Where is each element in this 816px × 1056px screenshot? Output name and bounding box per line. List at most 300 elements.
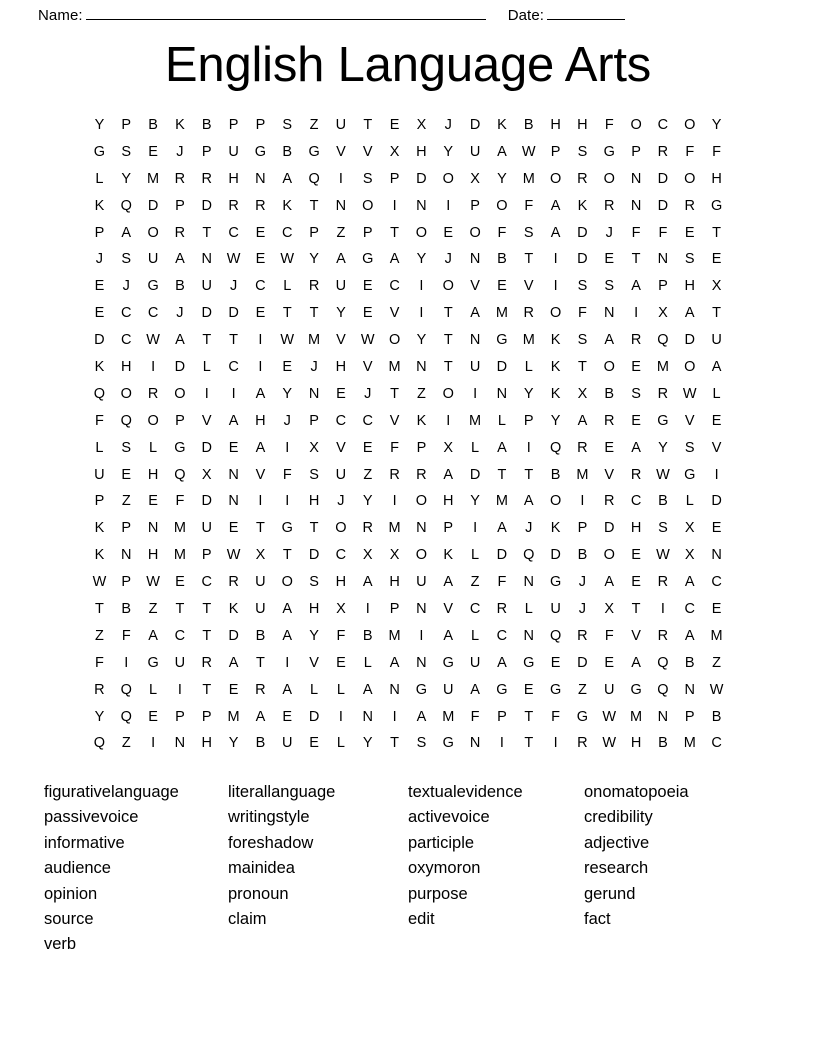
grid-cell[interactable]: W — [682, 385, 697, 402]
grid-cell[interactable]: F — [524, 197, 534, 214]
grid-cell[interactable]: K — [228, 601, 239, 618]
grid-cell[interactable]: X — [470, 170, 480, 187]
grid-cell[interactable]: Q — [549, 627, 562, 644]
grid-cell[interactable]: F — [497, 574, 507, 591]
grid-cell[interactable]: U — [335, 278, 347, 295]
grid-cell[interactable]: R — [362, 520, 373, 537]
grid-cell[interactable]: Q — [174, 466, 186, 483]
grid-cell[interactable]: T — [309, 520, 319, 537]
grid-cell[interactable]: H — [711, 170, 722, 187]
grid-cell[interactable]: E — [684, 224, 695, 241]
grid-cell[interactable]: C — [362, 412, 373, 429]
grid-cell[interactable]: B — [175, 278, 185, 295]
grid-cell[interactable]: E — [228, 681, 239, 698]
grid-cell[interactable]: N — [657, 708, 669, 725]
grid-cell[interactable]: L — [149, 681, 158, 698]
grid-cell[interactable]: T — [309, 305, 319, 322]
grid-cell[interactable]: E — [631, 412, 641, 429]
grid-cell[interactable]: P — [523, 412, 534, 429]
grid-cell[interactable]: R — [389, 466, 400, 483]
grid-cell[interactable]: V — [309, 654, 319, 671]
grid-cell[interactable]: C — [684, 601, 695, 618]
grid-cell[interactable]: C — [255, 278, 266, 295]
grid-cell[interactable]: M — [388, 520, 401, 537]
grid-cell[interactable]: S — [309, 466, 319, 483]
grid-cell[interactable]: E — [255, 305, 266, 322]
word-list-item[interactable]: gerund — [584, 884, 636, 903]
grid-cell[interactable]: I — [714, 466, 719, 483]
grid-cell[interactable]: Q — [657, 681, 669, 698]
grid-cell[interactable]: G — [549, 681, 562, 698]
grid-cell[interactable]: F — [390, 439, 399, 456]
grid-cell[interactable]: Y — [416, 332, 427, 349]
word-list-item[interactable]: adjective — [584, 833, 650, 852]
word-list-item[interactable]: edit — [408, 910, 435, 929]
grid-cell[interactable]: C — [389, 278, 400, 295]
grid-cell[interactable]: O — [147, 224, 159, 241]
grid-cell[interactable]: Z — [363, 466, 373, 483]
grid-cell[interactable]: S — [416, 735, 427, 752]
grid-cell[interactable]: P — [121, 520, 132, 537]
grid-cell[interactable]: A — [255, 708, 266, 725]
grid-cell[interactable]: I — [553, 251, 558, 268]
grid-cell[interactable]: D — [201, 197, 212, 214]
grid-cell[interactable]: J — [176, 305, 184, 322]
grid-cell[interactable]: V — [631, 627, 641, 644]
grid-cell[interactable]: A — [175, 251, 185, 268]
word-list-item[interactable]: passivevoice — [44, 808, 139, 827]
grid-cell[interactable]: Q — [93, 385, 106, 402]
grid-cell[interactable]: H — [121, 359, 132, 376]
grid-cell[interactable]: X — [577, 385, 588, 402]
grid-cell[interactable]: W — [280, 251, 295, 268]
grid-cell[interactable]: X — [416, 117, 427, 133]
grid-cell[interactable]: A — [416, 708, 427, 725]
grid-cell[interactable]: J — [337, 493, 345, 510]
word-list-item[interactable]: literallanguage — [228, 783, 336, 801]
grid-cell[interactable]: U — [550, 601, 561, 618]
grid-cell[interactable]: M — [147, 170, 160, 187]
grid-cell[interactable]: K — [550, 520, 561, 537]
grid-cell[interactable]: D — [94, 332, 105, 349]
grid-cell[interactable]: F — [577, 305, 587, 322]
grid-cell[interactable]: R — [174, 170, 186, 187]
grid-cell[interactable]: R — [657, 385, 669, 402]
grid-cell[interactable]: N — [469, 332, 481, 349]
grid-cell[interactable]: J — [444, 117, 452, 133]
grid-cell[interactable]: P — [470, 197, 480, 214]
grid-cell[interactable]: P — [175, 708, 185, 725]
grid-cell[interactable]: Y — [523, 385, 534, 402]
grid-cell[interactable]: E — [94, 278, 105, 295]
grid-cell[interactable]: B — [523, 117, 534, 133]
grid-cell[interactable]: K — [94, 547, 105, 564]
grid-cell[interactable]: T — [712, 224, 721, 241]
grid-cell[interactable]: T — [202, 627, 212, 644]
grid-cell[interactable]: Y — [94, 708, 105, 725]
grid-cell[interactable]: Z — [121, 493, 131, 510]
grid-cell[interactable]: O — [415, 547, 428, 564]
grid-cell[interactable]: M — [227, 708, 240, 725]
grid-cell[interactable]: G — [496, 332, 508, 349]
grid-cell[interactable]: X — [201, 466, 212, 483]
grid-cell[interactable]: J — [283, 412, 291, 429]
grid-cell[interactable]: R — [657, 627, 669, 644]
grid-cell[interactable]: F — [175, 493, 185, 510]
grid-cell[interactable]: L — [524, 359, 533, 376]
grid-cell[interactable]: B — [201, 117, 212, 133]
grid-cell[interactable]: W — [521, 143, 536, 160]
grid-cell[interactable]: H — [550, 117, 561, 133]
grid-cell[interactable]: I — [258, 359, 263, 376]
grid-cell[interactable]: G — [496, 681, 508, 698]
grid-cell[interactable]: O — [442, 278, 454, 295]
grid-cell[interactable]: Z — [712, 654, 721, 671]
grid-cell[interactable]: J — [578, 574, 587, 591]
grid-cell[interactable]: W — [602, 708, 617, 725]
grid-cell[interactable]: E — [336, 385, 346, 402]
grid-cell[interactable]: F — [551, 708, 560, 725]
grid-cell[interactable]: I — [338, 170, 343, 187]
grid-cell[interactable]: Z — [577, 681, 587, 698]
grid-cell[interactable]: X — [604, 601, 615, 618]
grid-cell[interactable]: J — [176, 143, 184, 160]
grid-cell[interactable]: I — [285, 493, 290, 510]
grid-cell[interactable]: F — [712, 143, 721, 160]
grid-cell[interactable]: E — [255, 251, 266, 268]
grid-cell[interactable]: F — [685, 143, 695, 160]
grid-cell[interactable]: F — [470, 708, 480, 725]
grid-cell[interactable]: I — [285, 439, 290, 456]
grid-cell[interactable]: A — [711, 359, 722, 376]
grid-cell[interactable]: V — [389, 412, 400, 429]
grid-cell[interactable]: O — [684, 170, 696, 187]
grid-cell[interactable]: L — [95, 170, 104, 187]
grid-cell[interactable]: W — [602, 735, 617, 752]
word-list-item[interactable]: purpose — [408, 884, 468, 903]
grid-cell[interactable]: L — [283, 278, 292, 295]
grid-cell[interactable]: O — [442, 170, 454, 187]
grid-cell[interactable]: F — [121, 627, 131, 644]
grid-cell[interactable]: C — [147, 305, 159, 322]
grid-cell[interactable]: E — [309, 735, 319, 752]
grid-cell[interactable]: O — [630, 117, 642, 133]
grid-cell[interactable]: H — [308, 601, 320, 618]
grid-cell[interactable]: A — [175, 332, 185, 349]
grid-cell[interactable]: A — [282, 681, 293, 698]
grid-cell[interactable]: R — [147, 385, 159, 402]
grid-cell[interactable]: Z — [121, 735, 131, 752]
grid-cell[interactable]: C — [711, 735, 722, 752]
grid-cell[interactable]: D — [201, 493, 212, 510]
grid-cell[interactable]: T — [282, 305, 292, 322]
grid-cell[interactable]: M — [656, 359, 669, 376]
word-list-item[interactable]: oxymoron — [408, 859, 481, 878]
grid-cell[interactable]: E — [148, 708, 158, 725]
grid-cell[interactable]: T — [94, 601, 104, 618]
grid-cell[interactable]: D — [550, 547, 561, 564]
grid-cell[interactable]: E — [711, 251, 722, 268]
date-write-line[interactable] — [547, 6, 625, 20]
grid-cell[interactable]: X — [389, 143, 400, 160]
grid-cell[interactable]: E — [121, 466, 132, 483]
grid-cell[interactable]: A — [443, 574, 454, 591]
word-list-item[interactable]: opinion — [44, 884, 98, 903]
grid-cell[interactable]: U — [255, 574, 266, 591]
grid-cell[interactable]: C — [469, 601, 481, 618]
grid-cell[interactable]: Z — [336, 224, 346, 241]
grid-cell[interactable]: D — [469, 117, 481, 133]
grid-cell[interactable]: W — [360, 332, 375, 349]
grid-cell[interactable]: P — [201, 708, 212, 725]
grid-cell[interactable]: O — [684, 359, 696, 376]
grid-cell[interactable]: S — [604, 278, 615, 295]
word-list-item[interactable]: mainidea — [228, 859, 295, 878]
grid-cell[interactable]: O — [281, 574, 293, 591]
grid-cell[interactable]: J — [122, 278, 130, 295]
grid-cell[interactable]: N — [174, 735, 186, 752]
grid-cell[interactable]: R — [496, 601, 508, 618]
grid-cell[interactable]: T — [443, 305, 453, 322]
grid-cell[interactable]: B — [255, 735, 266, 752]
grid-cell[interactable]: A — [362, 681, 373, 698]
grid-cell[interactable]: D — [228, 627, 239, 644]
grid-cell[interactable]: T — [309, 197, 319, 214]
grid-cell[interactable]: T — [443, 332, 453, 349]
grid-cell[interactable]: A — [497, 520, 507, 537]
grid-cell[interactable]: N — [228, 466, 239, 483]
grid-cell[interactable]: A — [362, 574, 373, 591]
grid-cell[interactable]: U — [469, 359, 481, 376]
grid-cell[interactable]: Q — [657, 332, 669, 349]
grid-cell[interactable]: I — [285, 654, 290, 671]
grid-cell[interactable]: Y — [309, 627, 319, 644]
grid-cell[interactable]: D — [201, 305, 212, 322]
grid-cell[interactable]: F — [658, 224, 668, 241]
grid-cell[interactable]: O — [549, 305, 562, 322]
grid-cell[interactable]: V — [389, 305, 400, 322]
grid-cell[interactable]: T — [229, 332, 238, 349]
grid-cell[interactable]: I — [392, 708, 397, 725]
grid-cell[interactable]: R — [174, 224, 186, 241]
grid-cell[interactable]: L — [471, 439, 480, 456]
grid-cell[interactable]: M — [522, 170, 535, 187]
grid-cell[interactable]: D — [604, 520, 615, 537]
grid-cell[interactable]: A — [228, 654, 239, 671]
grid-cell[interactable]: E — [604, 251, 615, 268]
grid-cell[interactable]: Y — [94, 117, 105, 133]
grid-cell[interactable]: N — [657, 251, 669, 268]
grid-cell[interactable]: P — [389, 601, 400, 618]
grid-cell[interactable]: Q — [549, 439, 562, 456]
grid-cell[interactable]: T — [631, 251, 641, 268]
grid-cell[interactable]: M — [388, 627, 401, 644]
grid-cell[interactable]: Y — [470, 493, 480, 510]
grid-cell[interactable]: P — [121, 117, 132, 133]
grid-cell[interactable]: S — [121, 143, 132, 160]
grid-cell[interactable]: P — [201, 143, 212, 160]
grid-cell[interactable]: I — [580, 493, 585, 510]
grid-cell[interactable]: I — [473, 385, 478, 402]
grid-cell[interactable]: N — [469, 251, 481, 268]
grid-cell[interactable]: D — [308, 708, 320, 725]
grid-cell[interactable]: J — [578, 601, 587, 618]
grid-cell[interactable]: A — [282, 601, 293, 618]
grid-cell[interactable]: Y — [282, 385, 293, 402]
grid-cell[interactable]: D — [684, 332, 695, 349]
grid-cell[interactable]: E — [604, 439, 615, 456]
grid-cell[interactable]: G — [442, 735, 454, 752]
grid-cell[interactable]: K — [94, 520, 105, 537]
grid-cell[interactable]: E — [255, 224, 266, 241]
word-list-item[interactable]: fact — [584, 910, 611, 929]
grid-cell[interactable]: S — [309, 574, 319, 591]
grid-cell[interactable]: E — [631, 547, 641, 564]
grid-cell[interactable]: F — [604, 117, 614, 133]
grid-cell[interactable]: I — [446, 197, 451, 214]
grid-cell[interactable]: M — [522, 332, 535, 349]
grid-cell[interactable]: I — [473, 520, 478, 537]
grid-cell[interactable]: V — [336, 332, 346, 349]
grid-cell[interactable]: L — [712, 385, 721, 402]
grid-cell[interactable]: G — [254, 143, 267, 160]
grid-cell[interactable]: C — [174, 627, 186, 644]
grid-cell[interactable]: U — [201, 278, 212, 295]
grid-cell[interactable]: O — [415, 224, 428, 241]
grid-cell[interactable]: Y — [336, 305, 346, 322]
grid-cell[interactable]: Y — [658, 439, 668, 456]
grid-cell[interactable]: U — [443, 681, 454, 698]
word-list-item[interactable]: textualevidence — [408, 783, 523, 801]
grid-cell[interactable]: I — [177, 681, 182, 698]
grid-cell[interactable]: S — [121, 251, 132, 268]
grid-cell[interactable]: X — [362, 547, 373, 564]
grid-cell[interactable]: L — [471, 547, 480, 564]
word-list-item[interactable]: verb — [44, 935, 77, 954]
grid-cell[interactable]: I — [446, 412, 451, 429]
grid-cell[interactable]: H — [389, 574, 400, 591]
grid-cell[interactable]: X — [658, 305, 668, 322]
grid-cell[interactable]: V — [604, 466, 615, 483]
grid-cell[interactable]: R — [255, 681, 266, 698]
grid-cell[interactable]: U — [94, 466, 105, 483]
grid-cell[interactable]: O — [549, 170, 562, 187]
grid-cell[interactable]: I — [419, 627, 424, 644]
grid-cell[interactable]: N — [416, 654, 427, 671]
grid-cell[interactable]: K — [577, 197, 588, 214]
grid-cell[interactable]: G — [147, 654, 159, 671]
grid-cell[interactable]: C — [630, 493, 642, 510]
grid-cell[interactable]: C — [121, 332, 132, 349]
word-search-grid[interactable] — [86, 112, 730, 757]
grid-cell[interactable]: X — [389, 547, 400, 564]
grid-cell[interactable]: G — [93, 143, 106, 160]
grid-cell[interactable]: L — [363, 654, 372, 671]
word-list-item[interactable]: participle — [408, 833, 475, 852]
grid-cell[interactable]: B — [282, 143, 293, 160]
grid-cell[interactable]: K — [94, 359, 105, 376]
grid-cell[interactable]: H — [255, 412, 266, 429]
grid-cell[interactable]: R — [201, 170, 212, 187]
grid-cell[interactable]: P — [94, 493, 105, 510]
grid-cell[interactable]: T — [255, 520, 265, 537]
grid-cell[interactable]: X — [684, 520, 695, 537]
grid-cell[interactable]: T — [202, 224, 212, 241]
grid-cell[interactable]: S — [577, 143, 588, 160]
grid-cell[interactable]: D — [228, 305, 239, 322]
grid-cell[interactable]: E — [94, 305, 105, 322]
grid-cell[interactable]: P — [201, 547, 212, 564]
date-field[interactable] — [508, 6, 625, 25]
grid-cell[interactable]: V — [336, 439, 346, 456]
grid-cell[interactable]: O — [147, 412, 159, 429]
grid-cell[interactable]: L — [202, 359, 211, 376]
grid-cell[interactable]: S — [577, 332, 588, 349]
grid-cell[interactable]: M — [710, 627, 723, 644]
grid-cell[interactable]: Q — [120, 197, 132, 214]
grid-cell[interactable]: A — [443, 466, 454, 483]
grid-cell[interactable]: I — [499, 735, 504, 752]
grid-cell[interactable]: C — [121, 305, 132, 322]
grid-cell[interactable]: O — [603, 170, 615, 187]
grid-cell[interactable]: I — [258, 332, 263, 349]
grid-cell[interactable]: H — [684, 278, 695, 295]
grid-cell[interactable]: H — [335, 574, 347, 591]
grid-cell[interactable]: O — [442, 385, 454, 402]
grid-cell[interactable]: I — [151, 735, 156, 752]
grid-cell[interactable]: X — [443, 439, 454, 456]
grid-cell[interactable]: N — [308, 385, 320, 402]
grid-cell[interactable]: W — [146, 574, 160, 591]
grid-cell[interactable]: X — [684, 547, 695, 564]
word-list-item[interactable]: onomatopoeia — [584, 783, 689, 801]
grid-cell[interactable]: E — [175, 574, 185, 591]
grid-cell[interactable]: L — [471, 627, 480, 644]
grid-cell[interactable]: N — [416, 520, 427, 537]
grid-cell[interactable]: U — [282, 735, 293, 752]
grid-cell[interactable]: U — [201, 520, 212, 537]
grid-cell[interactable]: B — [497, 251, 507, 268]
grid-cell[interactable]: W — [656, 547, 670, 564]
grid-cell[interactable]: H — [147, 547, 159, 564]
grid-cell[interactable]: P — [309, 224, 319, 241]
grid-cell[interactable]: O — [496, 197, 508, 214]
word-list-item[interactable]: credibility — [584, 808, 653, 827]
grid-cell[interactable]: E — [228, 520, 239, 537]
grid-cell[interactable]: R — [228, 574, 239, 591]
grid-cell[interactable]: R — [630, 332, 642, 349]
grid-cell[interactable]: E — [362, 278, 373, 295]
grid-cell[interactable]: T — [631, 601, 641, 618]
grid-cell[interactable]: Z — [148, 601, 158, 618]
grid-cell[interactable]: A — [684, 574, 695, 591]
grid-cell[interactable]: T — [255, 654, 265, 671]
grid-cell[interactable]: N — [255, 170, 266, 187]
grid-cell[interactable]: N — [630, 170, 642, 187]
grid-cell[interactable]: W — [709, 681, 724, 698]
grid-cell[interactable]: R — [201, 654, 212, 671]
grid-cell[interactable]: F — [604, 627, 614, 644]
grid-cell[interactable]: A — [389, 654, 400, 671]
grid-cell[interactable]: O — [362, 197, 374, 214]
grid-cell[interactable]: N — [362, 708, 373, 725]
grid-cell[interactable]: H — [416, 143, 427, 160]
grid-cell[interactable]: Y — [550, 412, 561, 429]
grid-cell[interactable]: A — [121, 224, 132, 241]
grid-cell[interactable]: T — [497, 466, 507, 483]
grid-cell[interactable]: I — [258, 493, 263, 510]
grid-cell[interactable]: I — [553, 735, 558, 752]
